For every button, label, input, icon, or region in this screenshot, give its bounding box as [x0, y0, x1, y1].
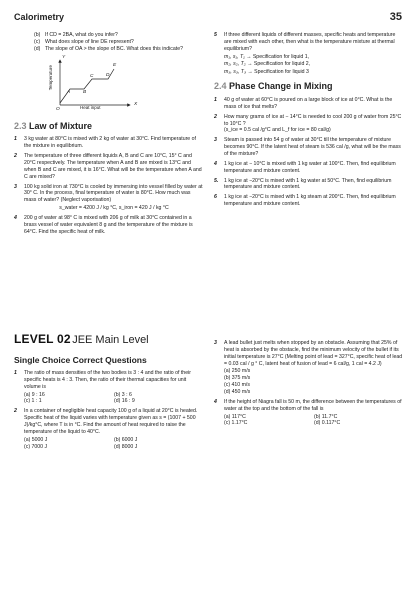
- option-d[interactable]: (d) 16 : 9: [114, 398, 135, 405]
- option-a[interactable]: (a) 9 : 16: [24, 391, 45, 398]
- graph-svg: [48, 55, 168, 115]
- question: 3 100 kg solid iron at 730°C is cooled by immersing into vessel filled by water at 30° C. In the process, final temperature of water is 80°C. How much was mass of water? (Neglect vaporisation) s_water = 4200 J / kg °C, s_iron = 420 J / kg °C: [14, 183, 203, 212]
- section-heading-2-3: 2.3 Law of Mixture: [14, 120, 93, 131]
- specific-heats: s_water = 4200 J / kg °C, s_iron = 420 J / kg °C: [59, 205, 169, 212]
- arrow-icon: →: [245, 61, 254, 68]
- sub-question: (d) The slope of OA > the slope of BC. What does this indicate?: [34, 45, 183, 52]
- sub-question: (c) What does slope of line DE represent?: [34, 38, 134, 45]
- option-a[interactable]: (a) 250 m/s: [224, 368, 251, 375]
- question: 6 1 kg ice at −20°C is mixed with 1 kg steam at 200°C. Then, find equilibrium temperature and mixture content.: [214, 194, 396, 208]
- question: 5 If three different liquids of different masses, specific heats and temperature are mixed with each other, then what is the temperature mixture at thermal equilibrium? m₁, s₁, T₁ → Specification for liquid 1, m₂, s₂, T₂ → Specification for liquid 2, m₃, s₃, T₃ → Specification for liquid 3: [214, 32, 404, 77]
- level-title: JEE Main Level: [72, 334, 149, 346]
- option-d[interactable]: (d) 450 m/s: [224, 389, 251, 396]
- options: [24, 392, 204, 406]
- question: 4 200 g of water at 98° C is mixed with 206 g of milk at 30°C contained in a brass vessel of water equivalent 8 g and the temperature of the mixture is 64°C. Find the specific heat of milk.: [14, 215, 193, 235]
- sub-question: (b) If CD = 2BA, what do you infer?: [34, 32, 118, 38]
- options: [224, 414, 404, 428]
- option-c[interactable]: (c) 1.17°C: [224, 420, 248, 427]
- option-c[interactable]: (c) 410 m/s: [224, 382, 250, 389]
- mcq-question: 4 If the height of Niagra fall is 50 m, the difference between the temperatures of water at the top and the bottom of the fall is (a) 117°C (b) 11.7°C (c) 1.17°C (d) 0.117°C: [214, 399, 404, 427]
- question: 3 Steam is passed into 54 g of water at 30°C till the temperature of mixture becomes 90°C. If the latent heat of steam is 536 cal /g, what will be the mass of the mixture?: [214, 137, 401, 158]
- page-number: 35: [389, 11, 402, 23]
- mcq-question: 1 The ratio of mass densities of the two bodies is 3 : 4 and the ratio of their specific heats is 4 : 3. Then, the ratio of their thermal capacities for unit volume is (a) 9 : 16 (b) 3 : 6 (c) 1 : 1 (d) 16 : 9: [14, 370, 204, 405]
- given-values: (s_ice = 0.5 cal /g°C and L_f for ice = 80 cal/g): [224, 127, 331, 134]
- option-d[interactable]: (d) 8000 J: [114, 443, 138, 450]
- option-b[interactable]: (b) 6000 J: [114, 436, 138, 443]
- right-column-bottom: [214, 340, 404, 430]
- section-heading-2-4: 2.4 Phase Change in Mixing: [214, 81, 333, 92]
- mcq-question: 3 A lead bullet just melts when stopped by an obstacle. Assuming that 25% of heat is absorbed by the obstacle, find the minimum velocity of the bullet if its initial temperature is 27°C (Melting point of lead = 327°C, specific heat of lead = 0.03 cal / g ° C, latent heat of fusion of lead = 6 cal/g, 1 cal = 4.2 J) (a) 250 m/s (b) 375 m/s (c) 410 m/s (d) 450 m/s: [214, 340, 403, 396]
- spec-line: m₂, s₂, T₂ → Specification for liquid 2,: [224, 61, 311, 68]
- question: 4 1 kg ice at − 10°C is mixed with 1 kg water at 100°C. Then, find equilibrium temperature and mixture content.: [214, 160, 396, 174]
- temperature-heat-graph: O A B C D E Y X Temperature Heat input: [48, 55, 168, 115]
- mcq-question: 2 In a container of negligible heat capacity 100 g of a liquid at 20°C is heated. Specific heat of the liquid varies with temperature given as s = (1007 + 500 J)/kg°C, where T is in °C. Find the amount of heat required to raise the temperature of the liquid to 40°C. (a) 5000 J (b) 6000 J (c) 7000 J (d) 8000 J: [14, 408, 204, 450]
- question: 2 The temperature of three different liquids A, B and C are 10°C, 15° C and 20°C respectively. The temperature when A and B are mixed is 13°C and when B and C are mixed, it is 16°C. What will be the temperature when A and C are mixed?: [14, 153, 202, 180]
- option-d[interactable]: (d) 0.117°C: [314, 420, 341, 427]
- arrow-icon: →: [244, 53, 253, 60]
- level-badge: LEVEL 02: [14, 332, 71, 346]
- question: 2 How many grams of ice at − 14°C is needed to cool 200 g of water from 25°C to 10°C ? (s_ice = 0.5 cal /g°C and L_f for ice = 80 cal/g): [214, 114, 404, 135]
- option-b[interactable]: (b) 3 : 6: [114, 391, 132, 398]
- chapter-title: Calorimetry: [14, 12, 65, 22]
- option-a[interactable]: (a) 117°C: [224, 413, 246, 420]
- question: 5. 1 kg ice at −20°C is mixed with 1 kg water at 50°C. Then, find equilibrium temperature and mixture content.: [214, 177, 392, 191]
- spec-line: m₃, s₃, T₃ → Specification for liquid 3: [224, 69, 309, 76]
- arrow-icon: →: [246, 69, 255, 76]
- options: [224, 368, 404, 395]
- page-header: [14, 10, 402, 26]
- option-b[interactable]: (b) 11.7°C: [314, 413, 338, 420]
- option-a[interactable]: (a) 5000 J: [24, 436, 48, 443]
- left-column-bottom: [14, 370, 204, 453]
- question: 1 3 kg water at 80°C is mixed with 2 kg of water at 30°C. Find temperature of the mixture in equilibrium.: [14, 136, 196, 150]
- single-choice-title: Single Choice Correct Questions: [14, 355, 147, 365]
- option-c[interactable]: (c) 1 : 1: [24, 398, 42, 405]
- option-c[interactable]: (c) 7000 J: [24, 443, 48, 450]
- left-column-top: [14, 32, 204, 239]
- right-column-top: [214, 32, 404, 211]
- option-b[interactable]: (b) 375 m/s: [224, 375, 251, 382]
- spec-line: m₁, s₁, T₁ → Specification for liquid 1,: [224, 53, 310, 60]
- question: 1 40 g of water at 60°C is poured on a large block of ice at 0°C. What is the mass of ice that melts?: [214, 97, 393, 110]
- graph-xlabel: Heat input: [80, 104, 101, 110]
- options: [24, 437, 204, 451]
- graph-ylabel: Temperature: [48, 64, 53, 90]
- level-heading: [14, 332, 214, 348]
